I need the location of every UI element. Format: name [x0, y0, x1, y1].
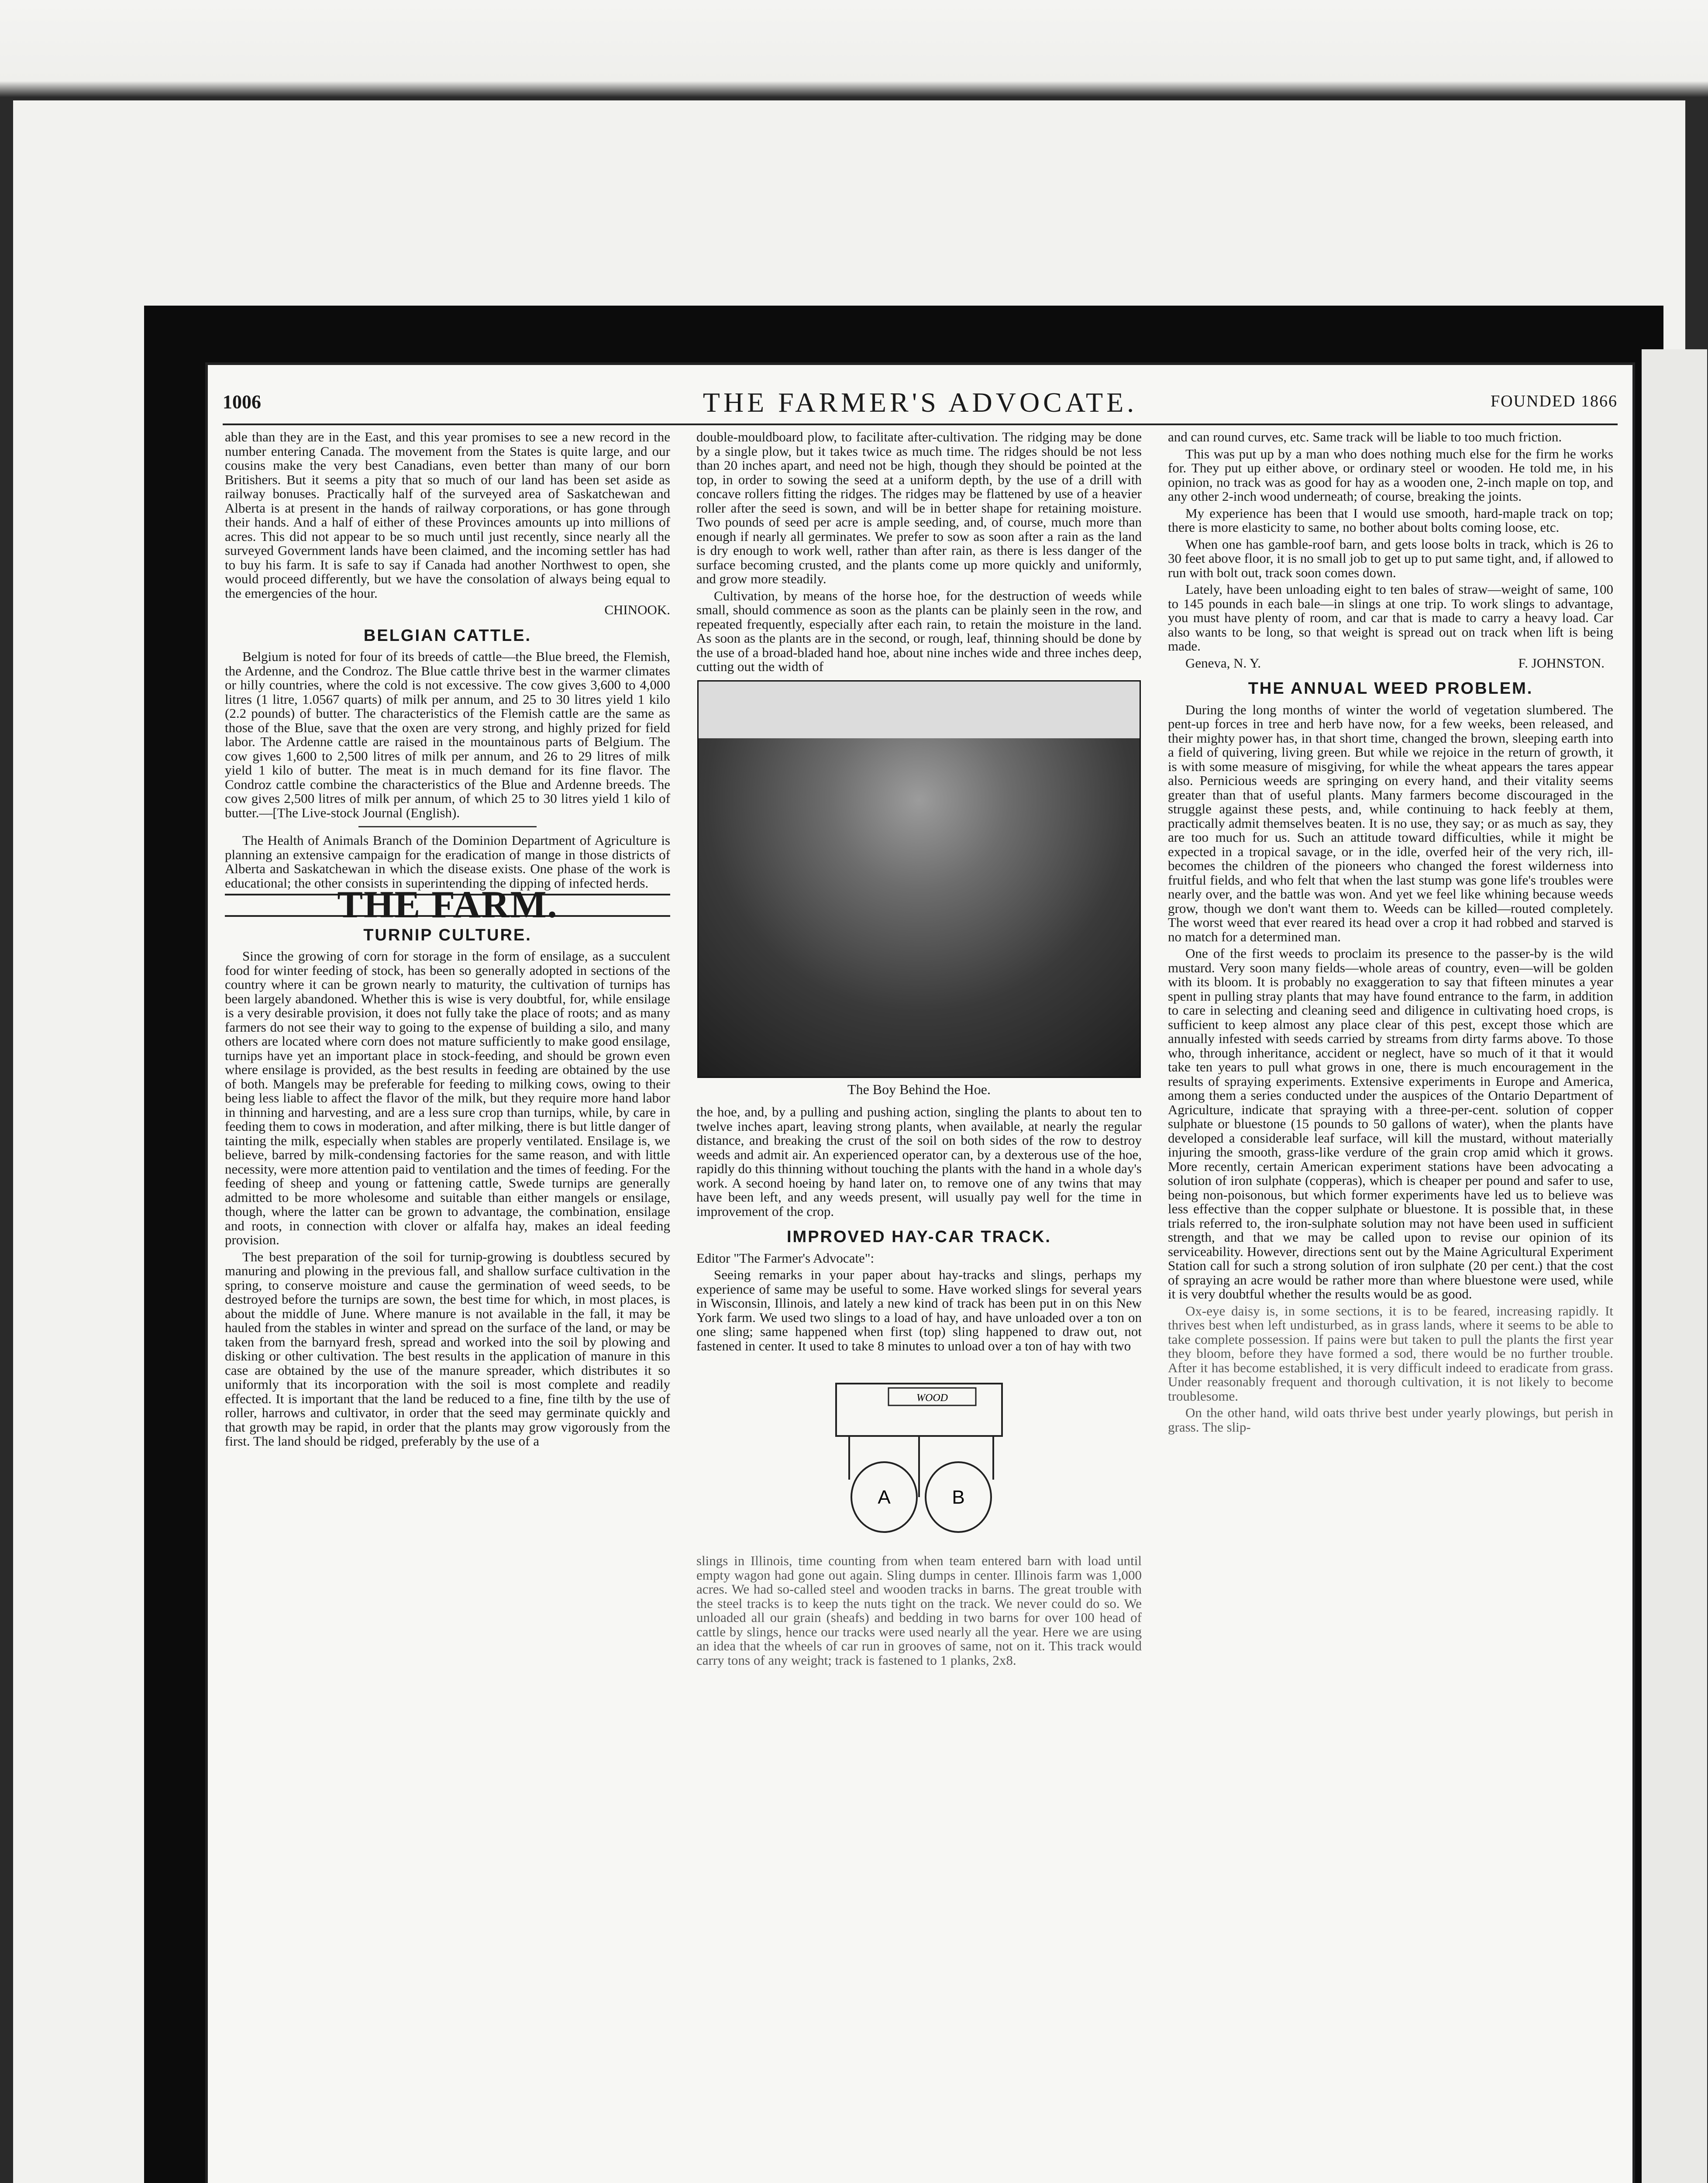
weed-paragraph-4: On the other hand, wild oats thrive best under yearly plowings, but perish in grass. The slip-	[1168, 1405, 1613, 1435]
weed-paragraph-2: One of the first weeds to proclaim its presence to the passer-by is the wild mustard. Very soon many fields—whole areas of country, even—will be golden with its bloom. It is probably no exaggeration to say that fifteen minutes a year spent in pulling stray plants that may have found entrance to the farm, in addition to care in selecting and cleaning seed and diligence in cultivating hoed crops, is sufficient to keep almost any place clear of this pest, except those which are annually infested with seeds carried by streams from dirty farms above. To those who, through inheritance, accident or neglect, have so much of it that it would take ten years to pull what grows in one, there is much encouragement in the results of spraying experiments. Extensive experiments in Europe and America, among them a series conducted under the auspices of the Ontario Department of Agriculture, indicate that spraying with a three-per-cent. solution of copper sulphate or bluestone (15 pounds to 50 gallons of water), when the plants have developed a considerable leaf surface, will kill the mustard, without materially injuring the smooth, grass-like verdure of the grain crop amid which it grows. More recently, certain American experiment stations have been advocating a solution of iron sulphate (copperas), which is cheaper per pound and safer to use, being non-poisonous, but which former experiments have led us to believe was less effective than the copper sulphate or bluestone. It is possible that, in these trials referred to, the iron-sulphate solution may not have been used in sufficient strength, and that we may be called upon to revise our opinion of its serviceability. However, directions sent out by the Maine Agricultural Experiment Station call for such a strong solution of iron sulphate (20 per cent.) that the cost of spraying an acre would be rather more than where bluestone were used, while it is very doubtful whether the results would be as good.	[1168, 946, 1613, 1302]
weed-paragraph-1: During the long months of winter the world of vegetation slumbered. The pent-up forces in tree and herb have now, for a few weeks, been released, and their mighty power has, in that short time, changed the brown, sleeping earth into a field of quivering, living green. But while we rejoice in the return of growth, it is with some measure of misgiving, for while the wheat appears the tares appear also. Pernicious weeds are springing on every hand, and their vitality seems greater than that of useful plants. Many farmers become discouraged in the struggle against these pests, and, while continuing to hack feebly at them, practically admit themselves beaten. It is no use, they say; or as much as say, they are too much for us. Such an attitude toward difficulties, while it might be expected in a tropical savage, or in the idle, overfed heir of the very rich, ill-becomes the children of the pioneers who changed the forest wilderness into fruitful fields, and who felt that when the last stump was gone life's troubles were nearly over, and the battle was won. And yet we feel like whining because weeds grow, though we don't want them to. Weeds can be killed—routed completely. The worst weed that ever reared its head over a crop it had robbed and starved is no match for a determined man.	[1168, 702, 1613, 944]
turnip-continued-paragraph: double-mouldboard plow, to facilitate after-cultivation. The ridging may be done by a single plow, but it takes twice as much time. The ridges should be not less than 20 inches apart, and need not be high, though they should be pointed at the top, in order to sowing the seed at a uniform depth, by the use of a drill with concave rollers fitting the ridges. The ridges may be flattened by use of a heavier roller after the seed is sown, and will be in better shape for retaining moisture. Two pounds of seed per acre is ample seeding, and, of course, much more than enough if nearly all germinates. We prefer to sow as soon after a rain as the land is dry enough to work well, rather than after rain, as there is less danger of the surface becoming crusted, and the plants come up more quickly and uniformly, and grow more steadily.	[696, 429, 1142, 586]
track-paragraph-5: Lately, have been unloading eight to ten bales of straw—weight of same, 100 to 145 pounds in each bale—in slings at one trip. To work slings to advantage, you must have plenty of room, and car that is made to carry a heavy load. Car also wants to be long, so that weight is spread out on track when lift is being made.	[1168, 582, 1613, 654]
belgian-cattle-heading: BELGIAN CATTLE.	[363, 626, 532, 645]
cultivation-paragraph: Cultivation, by means of the horse hoe, for the destruction of weeds while small, should commence as soon as the plants can be plainly seen in the row, and repeated frequently, especially after each rain, to retain the moisture in the land. As soon as the plants are in the second, or rough, leaf, thinning should be done by the use of a broad-bladed hand hoe, about nine inches wide and three inches deep, cutting out the width of	[696, 588, 1142, 674]
adjacent-page-strip	[1642, 349, 1707, 2183]
hay-paragraph-1: Seeing remarks in your paper about hay-tracks and slings, perhaps my experience of same may be useful to some. Have worked slings for several years in Wisconsin, Illinois, and lately a new kind of track has been put in on this New York farm. We used two slings to a load of hay, and have unloaded over a ton on one sling; same happened when first (top) sling happened to draw out, not fastened in center. It used to take 8 minutes to unload over a ton of hay with two	[696, 1267, 1142, 1353]
section-heading-the-farm: THE FARM.	[225, 894, 670, 917]
newspaper-page	[205, 362, 1635, 2183]
divider	[358, 826, 537, 827]
header-rule	[223, 424, 1618, 425]
annual-weed-problem-heading: THE ANNUAL WEED PROBLEM.	[1248, 679, 1533, 698]
belgian-paragraph: Belgium is noted for four of its breeds of cattle—the Blue breed, the Flemish, the Ardenne, and the Condroz. The Blue cattle thrive best in the warmer climates or hilly countries, where the cold is not excessive. The cow gives 3,600 to 4,000 litres (1 litre, 1.0567 quarts) of milk per annum, and 25 to 30 litres yield 1 kilo (2.2 pounds) of butter. The characteristics of the Flemish cattle are the same as those of the Blue, save that the oxen are very strong, and highly prized for field labor. The Ardenne cattle are raised in the mountainous parts of Belgium. The cow gives 1,600 to 2,500 litres of milk per annum, and 26 to 29 litres of milk yield 1 kilo of butter. The meat is in much demand for its fine flavor. The Condroz cattle combine the characteristics of the Blue and Ardenne breeds. The cow gives 2,500 litres of milk per annum, of which 25 to 30 litres yield 1 kilo of butter.—[The Live-stock Journal (English).	[225, 649, 670, 820]
track-paragraph-4: When one has gamble-roof barn, and gets loose bolts in track, which is 26 to 30 feet above floor, it is no small job to get up to put same tight, and, if allowed to run with bolt out, track soon comes down.	[1168, 536, 1613, 580]
boy-behind-hoe-photo	[697, 680, 1141, 1078]
track-paragraph-1: and can round curves, etc. Same track will be liable to too much friction.	[1168, 429, 1562, 444]
track-outline	[836, 1384, 1002, 1436]
signature-name: F. JOHNSTON.	[1518, 655, 1605, 671]
column-1	[225, 430, 670, 1451]
label-b: B	[952, 1487, 965, 1508]
hay-track-diagram	[810, 1366, 1028, 1541]
founded-note: FOUNDED 1866	[1490, 392, 1618, 410]
letter-signature	[1168, 656, 1613, 671]
turnip-paragraph-2: The best preparation of the soil for turnip-growing is doubtless secured by manuring and plowing in the previous fall, and shallow surface cultivation in the spring, to conserve moisture and cause the germination of weed seeds, to be destroyed before the turnips are sown, the best time for which, in most places, is about the middle of June. Where manure is not available in the fall, it may be hauled from the stables in winter and spread on the surface of the land, or may be taken from the barnyard fresh, spread and worked into the soil by plowing and disking or other cultivation. The best results in the application of manure in this case are obtained by the use of the manure spreader, which distributes it so uniformly that its incorporation with the soil is most complete and readily effected. It is important that the land be reduced to a fine, fine tilth by the use of roller, harrows and cultivator, in order that the seed may germinate quickly and that growth may be rapid, in order that the plants may grow vigorously from the first. The land should be ridged, preferably by the use of a	[225, 1249, 670, 1449]
column-3	[1168, 430, 1613, 1437]
photo-caption: The Boy Behind the Hoe.	[847, 1081, 991, 1097]
label-a: A	[878, 1487, 891, 1508]
signature-place: Geneva, N. Y.	[1185, 655, 1261, 671]
track-paragraph-3: My experience has been that I would use smooth, hard-maple track on top; there is more elasticity to same, no bother about bolts coming loose, etc.	[1168, 505, 1613, 535]
hoe-paragraph: the hoe, and, by a pulling and pushing action, singling the plants to about ten to twelve inches apart, leaving strong plants, when available, at nearly the regular distance, and breaking the crust of the soil on both sides of the row to destroy weeds and admit air. An experienced operator can, by a dexterous use of the hoe, rapidly do this thinning without touching the plants with the hand in a whole day's work. A second hoeing by hand later on, to remove one of any twins that may have been left, and any weeds present, will usually pay well for the time in improvement of the crop.	[696, 1104, 1142, 1219]
page-number: 1006	[223, 391, 261, 413]
masthead-title: THE FARMER'S ADVOCATE.	[702, 387, 1138, 418]
wood-label: WOOD	[916, 1392, 948, 1404]
column-2	[696, 430, 1142, 1670]
turnip-culture-heading: TURNIP CULTURE.	[363, 926, 532, 944]
turnip-paragraph-1: Since the growing of corn for storage in the form of ensilage, as a succulent food for winter feeding of stock, has been so generally adopted in sections of the country where it can be grown nearly to maturity, the cultivation of turnips has been largely abandoned. Whether this is wise is very doubtful, for, while ensilage is a very desirable provision, it does not fully take the place of roots; and as many farmers do not see their way to going to the expense of building a silo, and many others are located where corn does not mature sufficiently to make good ensilage, turnips have yet an important place in stock-feeding, and should be grown even where ensilage is provided, as the best results in feeding are obtained by the use of both. Mangels may be preferable for feeding to milking cows, owing to their being less liable to affect the flavor of the milk, but they require more hand labor in thinning and harvesting, and are a less sure crop than turnips, while, by care in feeding them to cows in moderation, and after milking, there is but little danger of tainting the milk, especially when stables are properly ventilated. Ensilage is, we believe, barred by milk-condensing factories for the same reason, and with little necessity, were more attention paid to ventilation and the times of feeding. For the feeding of sheep and young or fattening cattle, Swede turnips are generally admitted to be more wholesome and suitable than either mangels or ensilage, though, where the latter can be grown to advantage, the combination, ensilage and roots, in connection with clover or alfalfa hay, makes an ideal feeding provision.	[225, 948, 670, 1247]
photo-sky	[699, 682, 1140, 738]
health-paragraph: The Health of Animals Branch of the Dominion Department of Agriculture is planning an extensive campaign for the eradication of mange in those districts of Alberta and Saskatchewan in which the disease exists. One phase of the work is educational; the other consists in superintending the dipping of infected herds.	[225, 833, 670, 891]
editor-salutation: Editor "The Farmer's Advocate":	[696, 1250, 875, 1266]
track-paragraph-2: This was put up by a man who does nothing much else for the firm he works for. They put up either above, or ordinary steel or wooden. He told me, in his opinion, no track was as good for hay as a wooden one, 2-inch maple on top, and any other 2-inch wood underneath; of course, breaking the joints.	[1168, 446, 1613, 504]
page-header	[223, 386, 1618, 417]
intro-signature: CHINOOK.	[604, 602, 670, 617]
hay-paragraph-2: slings in Illinois, time counting from when team entered barn with load until empty wagon had gone out again. Sling dumps in center. Illinois farm was 1,000 acres. We had so-called steel and wooden tracks in barns. The great trouble with the steel tracks is to keep the nuts tight on the track. We never could do so. We unloaded all our grain (sheafs) and bedding in two barns for over 100 head of cattle by slings, hence our tracks were used nearly all the year. Here we are using an idea that the wheels of car run in grooves of same, not on it. This track would carry tons of any weight; track is fastened to 1 planks, 2x8.	[696, 1553, 1142, 1668]
hay-car-track-heading: IMPROVED HAY-CAR TRACK.	[787, 1228, 1051, 1246]
intro-paragraph: able than they are in the East, and this year promises to see a new record in the number entering Canada. The movement from the States is quite large, and our cousins make the very best Canadians, even better than many of our born Britishers. But it seems a pity that so much of our land has been set aside as railway bonuses. Practically half of the surveyed area of Saskatchewan and Alberta is at present in the hands of railway corporations, or has gone through their hands. And a half of either of these Provinces amounts up into millions of acres. This did not appear to be so much until just recently, since nearly all the surveyed Government lands have been claimed, and the incoming settler has had to buy his farm. It is safe to say if Canada had another Northwest to open, she would proceed differently, but we have the consolation of always being equal to the emergencies of the hour.	[225, 429, 670, 601]
weed-paragraph-3: Ox-eye daisy is, in some sections, it is to be feared, increasing rapidly. It thrives best when left undisturbed, as in grass lands, where it seems to be able to take complete possession. If pains were but taken to pull the plants the first year they bloom, before they have formed a sod, there would be no further trouble. After it has become established, it is very difficult indeed to eradicate from grass. Under reasonably frequent and thorough cultivation, it is not likely to become troublesome.	[1168, 1303, 1613, 1404]
